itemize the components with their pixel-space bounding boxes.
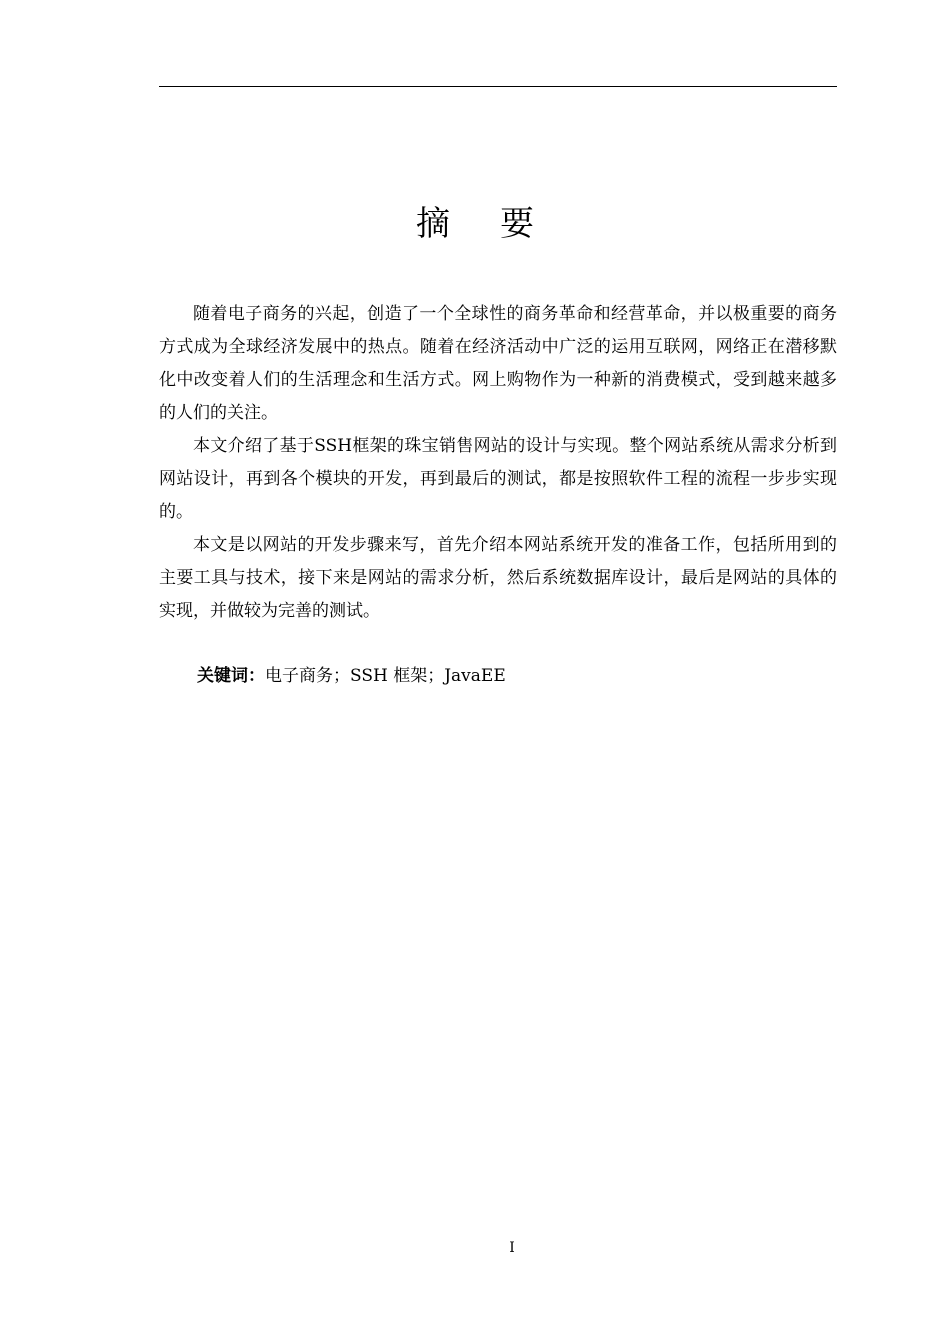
page-title xyxy=(0,201,950,247)
page-number: I xyxy=(509,1240,515,1256)
abstract-paragraph-2: 本文介绍了基于SSH框架的珠宝销售网站的设计与实现。整个网站系统从需求分析到网站设计，再到各个模块的开发，再到最后的测试，都是按照软件工程的流程一步步实现的。 xyxy=(159,436,837,522)
keywords-label: 关键词： xyxy=(197,666,265,686)
abstract-body xyxy=(159,298,837,628)
abstract-paragraph-1: 随着电子商务的兴起，创造了一个全球性的商务革命和经营革命，并以极重要的商务方式成为全球经济发展中的热点。随着在经济活动中广泛的运用互联网，网络正在潜移默化中改变着人们的生活理念和生活方式。网上购物作为一种新的消费模式，受到越来越多的人们的关注。 xyxy=(159,304,837,423)
keywords-text: 电子商务；SSH 框架；JavaEE xyxy=(265,666,506,686)
abstract-paragraph-3: 本文是以网站的开发步骤来写，首先介绍本网站系统开发的准备工作，包括所用到的主要工具与技术，接下来是网站的需求分析，然后系统数据库设计，最后是网站的具体的实现，并做较为完善的测试。 xyxy=(159,535,837,621)
header-rule xyxy=(159,86,837,87)
keywords-line xyxy=(197,660,506,693)
title-char-2: 要 xyxy=(500,203,534,244)
title-char-1: 摘 xyxy=(416,203,450,244)
